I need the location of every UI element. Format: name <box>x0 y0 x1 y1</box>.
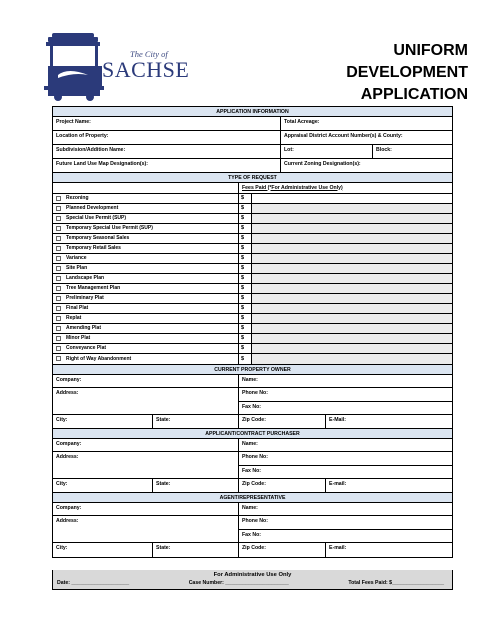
owner-email-field[interactable]: E-Mail: <box>329 417 347 423</box>
request-list <box>53 194 238 364</box>
request-type-label: Landscape Plan <box>66 275 105 281</box>
applicant-company-field[interactable]: Company: <box>53 439 239 452</box>
svg-text:SACHSE: SACHSE <box>102 57 190 82</box>
fee-amount-field[interactable] <box>251 264 452 273</box>
fee-row[interactable] <box>239 204 452 214</box>
fee-amount-field[interactable] <box>251 354 452 364</box>
checkbox[interactable] <box>56 286 61 291</box>
agent-phone-field[interactable]: Phone No: <box>239 516 452 530</box>
owner-fax-field[interactable]: Fax No: <box>242 404 262 410</box>
request-type-row[interactable] <box>53 274 238 284</box>
request-type-row[interactable] <box>53 244 238 254</box>
applicant-name-field[interactable]: Name: <box>242 440 258 447</box>
request-types-column <box>53 183 239 364</box>
checkbox[interactable] <box>56 236 61 241</box>
fee-row[interactable] <box>239 334 452 344</box>
appraisal-account-field[interactable]: Appraisal District Account Number(s) & County: <box>284 132 403 139</box>
fee-row[interactable] <box>239 254 452 264</box>
fee-dollar-sign: $ <box>241 335 245 341</box>
agent-email-field[interactable]: E-mail: <box>329 545 347 551</box>
fee-row[interactable] <box>239 314 452 324</box>
checkbox[interactable] <box>56 276 61 281</box>
agent-city-field[interactable]: City: <box>53 543 153 557</box>
application-form <box>52 106 453 558</box>
request-type-label: Minor Plat <box>66 335 91 341</box>
applicant-address-field[interactable]: Address: <box>53 452 239 478</box>
title-line-3: APPLICATION <box>360 86 468 103</box>
agent-state-field[interactable]: State: <box>153 543 239 557</box>
section-header-type-of-request: TYPE OF REQUEST <box>53 173 452 183</box>
row-location <box>53 131 452 145</box>
request-type-row[interactable] <box>53 264 238 274</box>
fee-amount-field[interactable] <box>251 244 452 253</box>
request-table <box>53 183 452 365</box>
block-field[interactable]: Block: <box>376 146 392 153</box>
request-type-label: Rezoning <box>66 195 89 201</box>
section-header-application-information: APPLICATION INFORMATION <box>53 107 452 117</box>
admin-title: For Administrative Use Only <box>213 572 292 578</box>
applicant-fax-field[interactable]: Fax No: <box>242 468 262 474</box>
title-line-2: DEVELOPMENT <box>346 64 468 81</box>
request-type-label: Temporary Special Use Permit (SUP) <box>66 225 153 231</box>
agent-zip-field[interactable]: Zip Code: <box>239 543 326 557</box>
applicant-email-field[interactable]: E-mail: <box>329 481 347 487</box>
location-field[interactable]: Location of Property: <box>53 131 281 144</box>
fee-dollar-sign: $ <box>241 255 245 261</box>
owner-city-field[interactable]: City: <box>53 415 153 428</box>
fee-row[interactable] <box>239 294 452 304</box>
subdivision-field[interactable]: Subdivision/Addition Name: <box>53 145 281 158</box>
fee-amount-field[interactable] <box>251 284 452 293</box>
svg-text:The City of: The City of <box>130 49 168 59</box>
checkbox[interactable] <box>56 346 61 351</box>
request-type-label: Preliminary Plat <box>66 295 104 301</box>
row-subdivision <box>53 145 452 159</box>
fee-amount-field[interactable] <box>251 234 452 243</box>
admin-date-field[interactable]: Date: ____________________ <box>57 580 130 586</box>
fee-amount-field[interactable] <box>251 304 452 313</box>
request-type-row[interactable] <box>53 204 238 214</box>
request-type-row[interactable] <box>53 224 238 234</box>
checkbox[interactable] <box>56 266 61 271</box>
fee-row[interactable] <box>239 344 452 354</box>
fee-amount-field[interactable] <box>251 214 452 223</box>
applicant-state-field[interactable]: State: <box>153 479 239 492</box>
city-of-sachse-logo <box>44 31 204 103</box>
fee-row[interactable] <box>239 304 452 314</box>
request-type-row[interactable] <box>53 354 238 364</box>
checkbox[interactable] <box>56 216 61 221</box>
fee-amount-field[interactable] <box>251 224 452 233</box>
total-acreage-field[interactable]: Total Acreage: <box>284 119 320 125</box>
request-type-row[interactable] <box>53 304 238 314</box>
request-type-label: Tree Management Plan <box>66 285 121 291</box>
fee-dollar-sign: $ <box>241 245 245 251</box>
checkbox[interactable] <box>56 306 61 311</box>
checkbox[interactable] <box>56 226 61 231</box>
fee-amount-field[interactable] <box>251 194 452 203</box>
fee-dollar-sign: $ <box>241 345 245 351</box>
checkbox[interactable] <box>56 296 61 301</box>
owner-state-field[interactable]: State: <box>153 415 239 428</box>
checkbox[interactable] <box>56 336 61 341</box>
checkbox[interactable] <box>56 356 61 361</box>
fee-dollar-sign: $ <box>241 325 245 331</box>
owner-address-field[interactable]: Address: <box>53 388 239 414</box>
request-type-row[interactable] <box>53 334 238 344</box>
request-type-label: Variance <box>66 255 87 261</box>
applicant-zip-field[interactable]: Zip Code: <box>239 479 326 492</box>
request-type-row[interactable] <box>53 314 238 324</box>
row-land-use <box>53 159 452 173</box>
checkbox[interactable] <box>56 206 61 211</box>
owner-zip-field[interactable]: Zip Code: <box>239 415 326 428</box>
fee-row[interactable] <box>239 224 452 234</box>
fee-row[interactable] <box>239 324 452 334</box>
request-type-row[interactable] <box>53 294 238 304</box>
agent-fax-field[interactable]: Fax No: <box>242 532 262 538</box>
request-type-row[interactable] <box>53 214 238 224</box>
agent-address-field[interactable]: Address: <box>53 516 239 542</box>
fee-list <box>239 194 452 364</box>
fee-amount-field[interactable] <box>251 204 452 213</box>
fees-column <box>239 183 452 364</box>
owner-phone-field[interactable]: Phone No: <box>239 388 452 402</box>
fee-dollar-sign: $ <box>241 295 245 301</box>
fee-dollar-sign: $ <box>241 275 245 281</box>
title-line-1: UNIFORM <box>393 42 468 59</box>
fee-dollar-sign: $ <box>241 195 245 201</box>
fee-row[interactable] <box>239 284 452 294</box>
section-header-applicant: APPLICANT/CONTRACT PURCHASER <box>53 429 452 439</box>
section-header-current-property-owner: CURRENT PROPERTY OWNER <box>53 365 452 375</box>
request-type-label: Temporary Seasonal Sales <box>66 235 130 241</box>
request-type-label: Temporary Retail Sales <box>66 245 121 251</box>
checkbox[interactable] <box>56 326 61 331</box>
request-type-label: Replat <box>66 315 82 321</box>
fee-row[interactable] <box>239 354 452 364</box>
project-name-field[interactable]: Project Name: <box>53 117 281 130</box>
fee-row[interactable] <box>239 214 452 224</box>
future-land-use-field[interactable]: Future Land Use Map Designation(s): <box>53 159 281 172</box>
checkbox[interactable] <box>56 316 61 321</box>
lot-field[interactable]: Lot: <box>281 145 373 158</box>
fee-amount-field[interactable] <box>251 314 452 323</box>
current-zoning-field[interactable]: Current Zoning Designation(s): <box>284 160 361 167</box>
section-header-agent: AGENT/REPRESENTATIVE <box>53 493 452 503</box>
fee-dollar-sign: $ <box>241 215 245 221</box>
request-type-label: Site Plan <box>66 265 88 271</box>
fee-amount-field[interactable] <box>251 324 452 333</box>
fee-dollar-sign: $ <box>241 235 245 241</box>
request-type-label: Special Use Permit (SUP) <box>66 215 127 221</box>
request-type-label: Amending Plat <box>66 325 102 331</box>
applicant-city-field[interactable]: City: <box>53 479 153 492</box>
agent-name-field[interactable]: Name: <box>242 504 258 511</box>
request-type-row[interactable] <box>53 234 238 244</box>
fee-dollar-sign: $ <box>241 205 245 211</box>
fee-dollar-sign: $ <box>241 355 245 362</box>
request-type-label: Planned Development <box>66 205 119 211</box>
owner-company-field[interactable]: Company: <box>53 375 239 388</box>
request-type-row[interactable] <box>53 344 238 354</box>
checkbox[interactable] <box>56 196 61 201</box>
request-type-row[interactable] <box>53 254 238 264</box>
form-title <box>318 40 468 106</box>
agent-company-field[interactable]: Company: <box>53 503 239 516</box>
request-type-row[interactable] <box>53 194 238 204</box>
fee-dollar-sign: $ <box>241 305 245 311</box>
fee-dollar-sign: $ <box>241 265 245 271</box>
request-type-label: Final Plat <box>66 305 89 311</box>
fee-row[interactable] <box>239 264 452 274</box>
fee-dollar-sign: $ <box>241 315 245 321</box>
admin-total-fees-field[interactable]: Total Fees Paid: $__________________ <box>348 580 444 586</box>
checkbox[interactable] <box>56 246 61 251</box>
row-project <box>53 117 452 131</box>
fee-amount-field[interactable] <box>251 334 452 343</box>
owner-name-field[interactable]: Name: <box>242 376 258 383</box>
admin-case-number-field[interactable]: Case Number: ______________________ <box>188 580 289 586</box>
fee-dollar-sign: $ <box>241 225 245 231</box>
fee-amount-field[interactable] <box>251 344 452 353</box>
fee-row[interactable] <box>239 234 452 244</box>
request-type-label: Right of Way Abandonment <box>66 355 132 362</box>
fee-row[interactable] <box>239 244 452 254</box>
request-type-row[interactable] <box>53 284 238 294</box>
fees-header: Fees Paid (*For Administrative Use Only) <box>239 183 452 194</box>
admin-use-footer <box>52 570 453 590</box>
request-type-row[interactable] <box>53 324 238 334</box>
fee-amount-field[interactable] <box>251 294 452 303</box>
fee-amount-field[interactable] <box>251 254 452 263</box>
fee-dollar-sign: $ <box>241 285 245 291</box>
fee-row[interactable] <box>239 274 452 284</box>
fee-row[interactable] <box>239 194 452 204</box>
request-type-label: Conveyance Plat <box>66 345 107 351</box>
applicant-phone-field[interactable]: Phone No: <box>239 452 452 466</box>
checkbox[interactable] <box>56 256 61 261</box>
fee-amount-field[interactable] <box>251 274 452 283</box>
